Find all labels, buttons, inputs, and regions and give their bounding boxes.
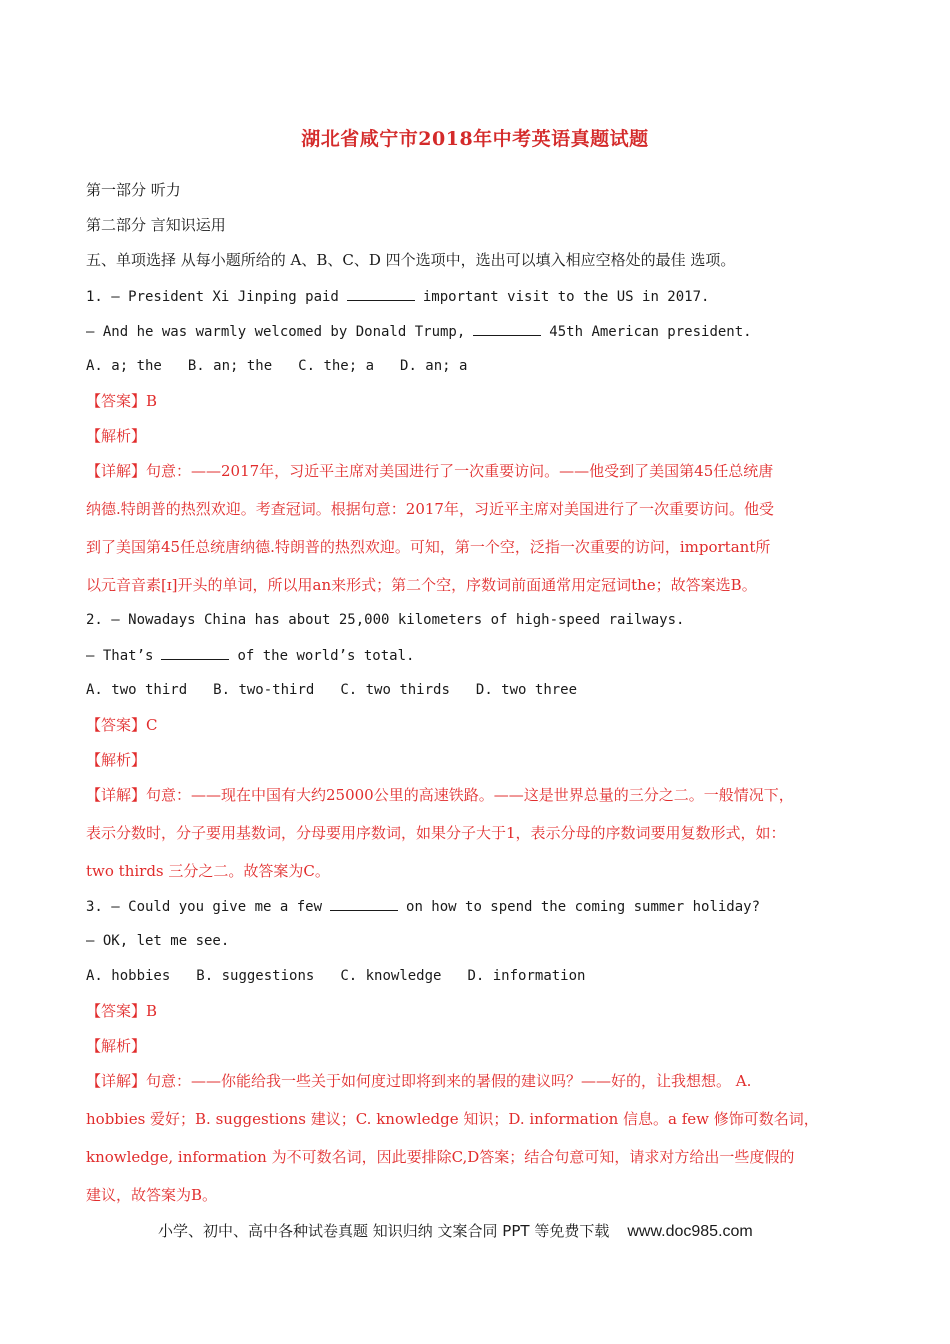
q2-option-b: B. two-third (213, 682, 315, 698)
q3-detail-line-1: 【详解】句意：——你能给我一些关于如何度过即将到来的暑假的建议吗？——好的，让我想想。 A. (86, 1072, 752, 1090)
q1-stem-b (86, 321, 870, 342)
q1-options (86, 356, 870, 376)
q1-stem-a (86, 286, 870, 307)
part2-heading: 第二部分 言知识运用 (86, 216, 226, 234)
q1-stem-b-post: 45th American president. (549, 324, 752, 340)
page-title: 湖北省咸宁市2018年中考英语真题试题 (301, 128, 649, 150)
q2-option-a: A. two third (86, 682, 188, 698)
q1-blank-2 (473, 321, 541, 336)
footer (158, 1220, 753, 1241)
q3-option-d: D. information (467, 968, 586, 984)
q3-stem-a (86, 896, 870, 917)
q2-option-d: D. two three (475, 682, 578, 698)
q2-stem-b-pre: — That’s (86, 648, 154, 664)
q2-detail-line-2: 表示分数时，分子要用基数词，分母要用序数词，如果分子大于1，表示分母的序数词要用复数形式，如： (86, 824, 786, 842)
q2-stem-a: 2. — Nowadays China has about 25,000 kilometers of high-speed railways. (86, 612, 685, 628)
footer-text: 小学、初中、高中各种试卷真题 知识归纳 文案合同 PPT 等免费下载 (158, 1222, 610, 1240)
q2-analysis-label: 【解析】 (86, 751, 147, 769)
q2-blank (161, 645, 229, 660)
q1-analysis-label: 【解析】 (86, 427, 147, 445)
q3-detail-line-4: 建议，故答案为B。 (86, 1186, 218, 1204)
q1-stem-a-post: important visit to the US in 2017. (422, 289, 710, 305)
q3-option-b: B. suggestions (196, 968, 315, 984)
q2-detail-line-3: two thirds 三分之二。故答案为C。 (86, 862, 330, 880)
q1-option-a: A. a; the (86, 358, 162, 374)
q1-answer: 【答案】B (86, 392, 158, 410)
q1-option-c: C. the; a (298, 358, 375, 374)
q1-stem-a-pre: 1. — President Xi Jinping paid (86, 289, 339, 305)
q3-stem-a-pre: 3. — Could you give me a few (86, 899, 323, 915)
q3-blank (330, 896, 398, 911)
footer-url-link[interactable]: www.doc985.com (627, 1223, 753, 1240)
q1-detail-line-1: 【详解】句意：——2017年，习近平主席对美国进行了一次重要访问。——他受到了美国第45任总统唐 (86, 462, 774, 480)
q1-detail-line-2: 纳德.特朗普的热烈欢迎。考查冠词。根据句意：2017年，习近平主席对美国进行了一次重要访问。他受 (86, 500, 774, 518)
q3-detail-line-3: knowledge, information 为不可数名词，因此要排除C,D答案；结合句意可知，请求对方给出一些度假的 (86, 1148, 795, 1166)
q3-options (86, 966, 870, 986)
q3-stem-b: — OK, let me see. (86, 933, 230, 949)
q1-blank-1 (347, 286, 415, 301)
part1-heading: 第一部分 听力 (86, 181, 181, 199)
q2-options (86, 680, 870, 700)
q3-answer: 【答案】B (86, 1002, 158, 1020)
q2-stem-b-post: of the world’s total. (237, 648, 415, 664)
q3-option-c: C. knowledge (340, 968, 442, 984)
q2-detail-line-1: 【详解】句意：——现在中国有大约25000公里的高速铁路。——这是世界总量的三分之二。一般情况下， (86, 786, 794, 804)
q1-detail-line-3: 到了美国第45任总统唐纳德.特朗普的热烈欢迎。可知，第一个空，泛指一次重要的访问，important所 (86, 538, 771, 556)
q1-detail-line-4: 以元音音素[ɪ]开头的单词，所以用an来形式；第二个空，序数词前面通常用定冠词the；故答案选B。 (86, 576, 757, 594)
q2-option-c: C. two thirds (340, 682, 450, 698)
q1-option-d: D. an; a (400, 358, 468, 374)
q3-stem-a-post: on how to spend the coming summer holiday? (406, 899, 761, 915)
q1-stem-b-pre: — And he was warmly welcomed by Donald Trump, (86, 324, 466, 340)
q2-stem-b (86, 645, 870, 666)
q1-option-b: B. an; the (187, 358, 273, 374)
q3-detail-line-2: hobbies 爱好；B. suggestions 建议；C. knowledge 知识；D. information 信息。a few 修饰可数名词， (86, 1110, 819, 1128)
q3-analysis-label: 【解析】 (86, 1037, 147, 1055)
q3-option-a: A. hobbies (86, 968, 171, 984)
section5-instruction: 五、单项选择 从每小题所给的 A、B、C、D 四个选项中，选出可以填入相应空格处的最佳 选项。 (86, 251, 736, 269)
q2-answer: 【答案】C (86, 716, 158, 734)
